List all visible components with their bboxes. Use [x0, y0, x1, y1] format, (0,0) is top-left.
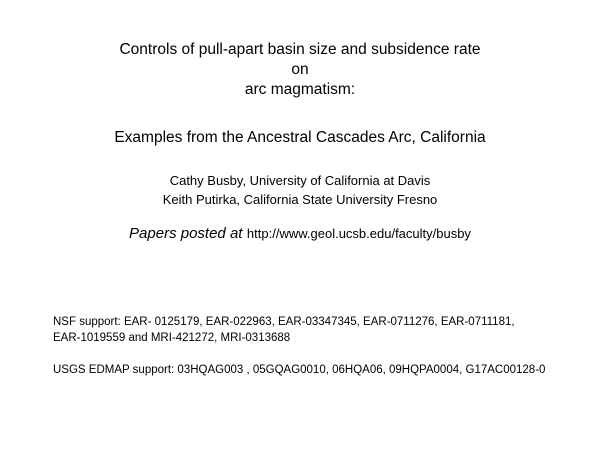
title-line-2: on — [291, 61, 309, 78]
papers-posted — [0, 224, 600, 244]
papers-label: Papers posted at — [129, 225, 243, 242]
title-line-1: Controls of pull-apart basin size and subsidence rate — [119, 41, 481, 58]
nsf-support — [53, 314, 583, 346]
slide-title — [0, 40, 600, 100]
usgs-support: USGS EDMAP support: 03HQAG003 , 05GQAG0010, 06HQA06, 09HQPA0004, G17AC00128-0 — [53, 364, 546, 376]
title-line-3: arc magmatism: — [244, 81, 356, 98]
author-list — [0, 171, 600, 209]
nsf-support-line-2: EAR-1019559 and MRI-421272, MRI-0313688 — [53, 332, 291, 344]
author-busby: Cathy Busby, University of California at Davis — [169, 173, 431, 188]
author-putirka: Keith Putirka, California State University Fresno — [162, 192, 438, 207]
papers-url-link[interactable]: http://www.geol.ucsb.edu/faculty/busby — [246, 226, 471, 241]
slide-subtitle: Examples from the Ancestral Cascades Arc, California — [114, 129, 486, 146]
nsf-support-line-1: NSF support: EAR- 0125179, EAR-022963, EAR-03347345, EAR-0711276, EAR-0711181, — [53, 316, 515, 328]
